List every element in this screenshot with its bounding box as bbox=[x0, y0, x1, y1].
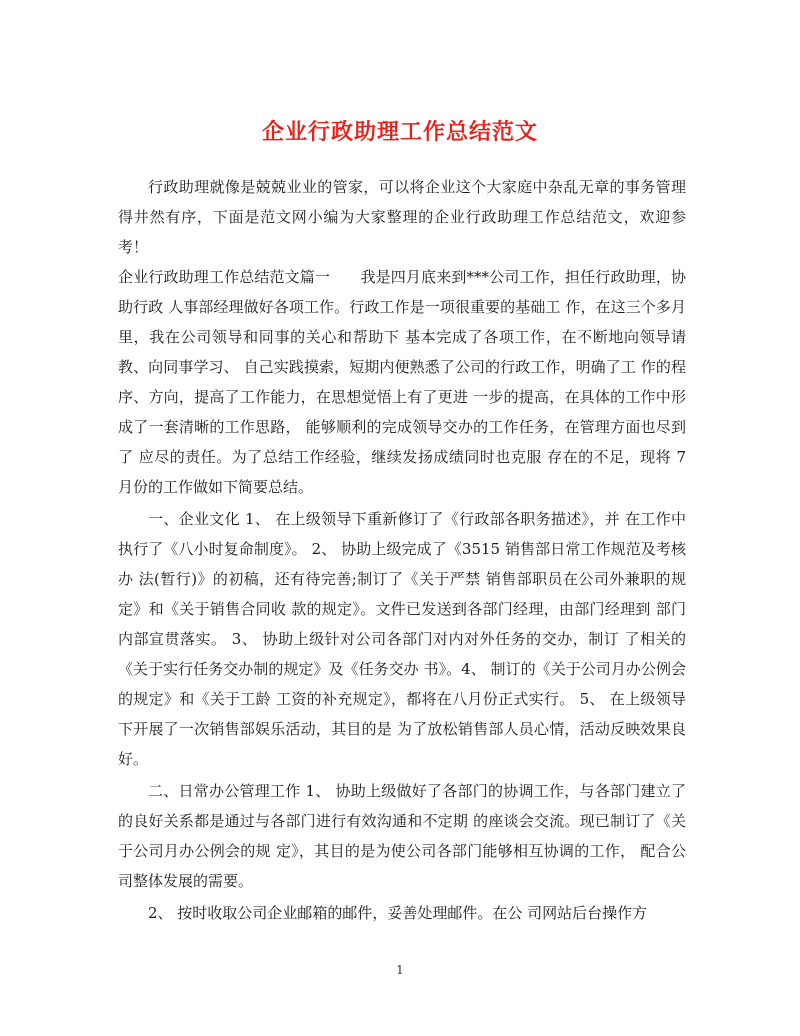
body-paragraph-1: 企业行政助理工作总结范文篇一 我是四月底来到***公司工作，担任行政助理，协助行政 人事部经理做好各项工作。行政工作是一项很重要的基础工 作，在这三个多月里，我在公司领导和同事的关心和帮助下 基本完成了各项工作，在不断地向领导请教、向同事学习、 自己实践摸索，短期内便熟悉了公司的行政工作，明确了工 作的程序、方向，提高了工作能力，在思想觉悟上有了更进 一步的提高，在具体的工作中形成了一套清晰的工作思路， 能够顺利的完成领导交办的工作任务，在管理方面也尽到了 应尽的责任。为了总结工作经验，继续发扬成绩同时也克服 存在的不足，现将 7 月份的工作做如下简要总结。 bbox=[118, 268, 686, 496]
intro-paragraph: 行政助理就像是兢兢业业的管家，可以将企业这个大家庭中杂乱无章的事务管理得井然有序，下面是范文网小编为大家整理的企业行政助理工作总结范文，欢迎参考！ bbox=[118, 178, 686, 256]
document-body bbox=[118, 172, 686, 928]
body-paragraph-2: 一、企业文化 1、 在上级领导下重新修订了《行政部各职务描述》，并 在工作中执行了《八小时复命制度》。 2、 协助上级完成了《3515 销售部日常工作规范及考核办 法(暂行)》的初稿，还有待完善;制订了《关于严禁 销售部职员在公司外兼职的规定》和《关于销售合同收 款的规定》。文件已发送到各部门经理，由部门经理到 部门内部宣贯落实。 3、 协助上级针对公司各部门对内对外任务的交办，制订 了相关的《关于实行任务交办制的规定》及《任务交办 书》。4、 制订的《关于公司月办公例会的规定》和《关于工龄 工资的补充规定》，都将在八月份正式实行。 5、 在上级领导下开展了一次销售部娱乐活动，其目的是 为了放松销售部人员心情，活动反映效果良好。 bbox=[118, 510, 686, 768]
page-number: 1 bbox=[396, 963, 404, 977]
body-paragraph-4: 2、 按时收取公司企业邮箱的邮件，妥善处理邮件。在公 司网站后台操作方 bbox=[148, 904, 648, 922]
document-title: 企业行政助理工作总结范文 bbox=[261, 118, 538, 145]
body-paragraph-3: 二、日常办公管理工作 1、 协助上级做好了各部门的协调工作，与各部门建立了 的良好关系都是通过与各部门进行有效沟通和不定期 的座谈会交流。现已制订了《关于公司月办公例会的规 定》，其目的是为使公司各部门能够相互协调的工作， 配合公司整体发展的需要。 bbox=[118, 782, 686, 890]
